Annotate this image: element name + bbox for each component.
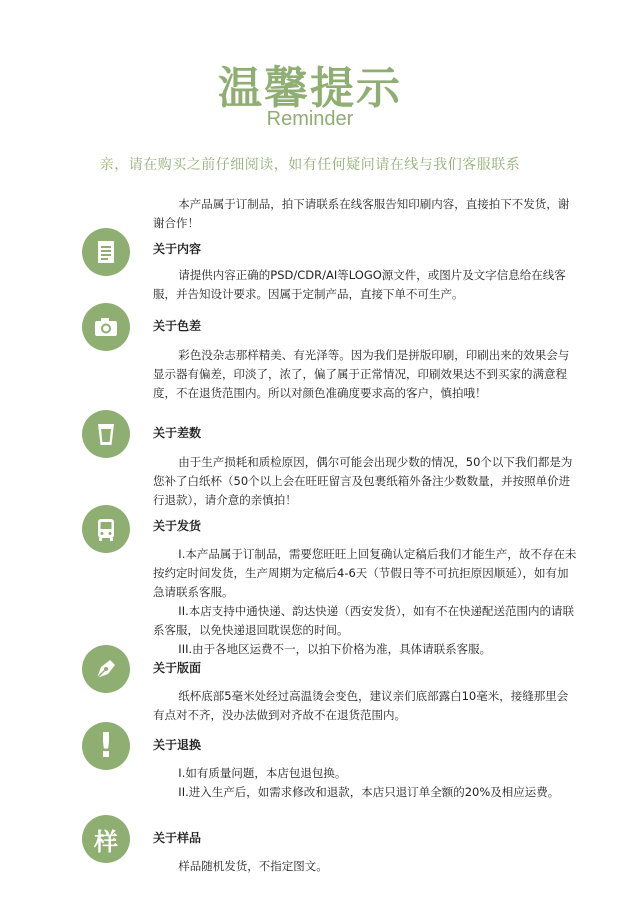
section-title-quantity: 关于差数 — [153, 426, 202, 440]
tagline: 亲，请在购买之前仔细阅读，如有任何疑问请在线与我们客服联系 — [99, 157, 521, 173]
section-body-content: 请提供内容正确的PSD/CDR/AI等LOGO源文件，或图片及文字信息给在线客服，并告知设计要求。因属于定制产品，直接下单不可生产。 — [153, 268, 566, 301]
section-body-sample: 样品随机发货，不指定图文。 — [178, 859, 328, 873]
section-title-returns: 关于退换 — [153, 738, 202, 752]
document-icon — [82, 228, 130, 276]
page-title: 温馨提示 — [218, 63, 402, 114]
bus-icon — [82, 505, 130, 553]
section-body-layout: 纸杯底部5毫米处经过高温烫会变色，建议亲们底部露白10毫米，接缝那里会有点对不齐，没办法做到对齐故不在退货范围内。 — [153, 689, 569, 722]
page-subtitle: Reminder — [266, 108, 354, 130]
pen-nib-icon — [82, 645, 130, 693]
cup-icon — [82, 410, 130, 458]
camera-icon — [82, 303, 130, 351]
section-title-shipping: 关于发货 — [153, 519, 202, 533]
section-body-color: 彩色没杂志那样精美、有光泽等。因为我们是拼版印刷，印刷出来的效果会与显示器有偏差，印淡了，浓了，偏了属于正常情况，印刷效果达不到买家的满意程度，不在退货范围内。所以对颜色准确度要求高的客户，慎拍哦！ — [153, 348, 570, 400]
section-title-layout: 关于版面 — [153, 661, 202, 675]
section-body-quantity: 由于生产损耗和质检原因，偶尔可能会出现少数的情况，50个以下我们都是为您补了白纸杯（50个以上会在旺旺留言及包裹纸箱外备注少数数量，并按照单价进行退款），请介意的亲慎拍！ — [153, 455, 573, 507]
section-body-shipping: I.本产品属于订制品，需要您旺旺上回复确认定稿后我们才能生产，故不存在未按约定时间发货，生产周期为定稿后4-6天（节假日等不可抗拒原因顺延），如有加急请联系客服。 II.本店支持中通快递、韵达快递（西安发货），如有不在快递配送范围内的请联系客服，以免快递退回耽误您的时间。 III.由于各地区运费不一，以拍下价格为准，具体请联系客服。 — [153, 547, 577, 656]
section-title-color: 关于色差 — [153, 319, 202, 333]
exclamation-icon: ! — [82, 722, 130, 770]
section-title-content: 关于内容 — [153, 242, 202, 256]
intro-text: 本产品属于订制品，拍下请联系在线客服告知印刷内容，直接拍下不发货，谢谢合作！ — [153, 197, 570, 230]
section-title-sample: 关于样品 — [153, 831, 202, 845]
sample-icon: 样 — [82, 815, 130, 863]
section-body-returns: I.如有质量问题，本店包退包换。 II.进入生产后，如需求修改和退款，本店只退订单全额的20%及相应运费。 — [178, 766, 560, 799]
